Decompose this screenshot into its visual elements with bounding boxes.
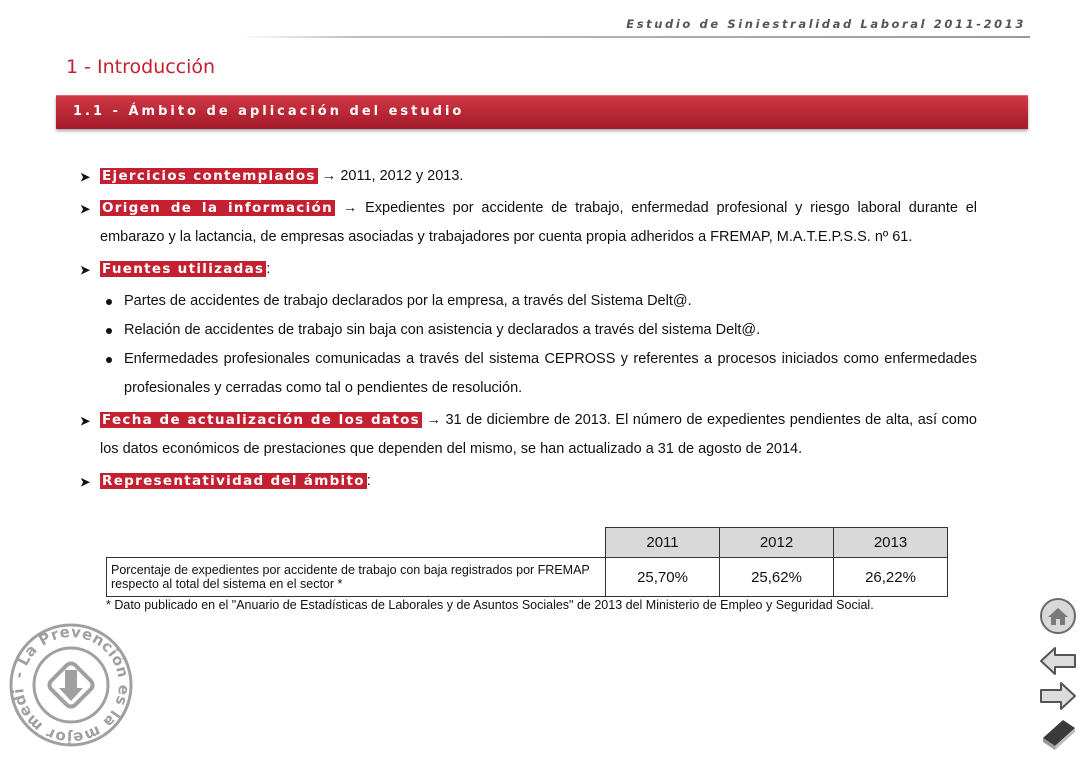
content-body	[80, 162, 977, 499]
source-item	[80, 345, 977, 403]
bullet-dot-icon	[106, 299, 112, 305]
svg-text:- La Prevención es la mejor me: - La Prevención es la mejor medi	[9, 622, 134, 748]
forward-arrow-icon	[1038, 676, 1078, 716]
index-button[interactable]	[1038, 712, 1078, 752]
table-row	[107, 558, 948, 597]
list-item	[80, 162, 977, 191]
list-item	[80, 255, 977, 284]
table-cell: 25,62%	[720, 558, 834, 597]
table-cell: 25,70%	[606, 558, 720, 597]
arrow-bullet-icon: ➤	[80, 475, 91, 489]
bullet-dot-icon	[106, 357, 112, 363]
home-icon	[1038, 596, 1078, 636]
item-text: :	[266, 261, 271, 277]
item-text: → 31 de diciembre de 2013. El número de expedientes pendientes de alta, así como los datos económicos de prestaciones que dependen del mismo, se han actualizado a 31 de agosto de 2014.	[100, 412, 977, 457]
list-item	[80, 406, 977, 464]
forward-button[interactable]	[1038, 676, 1078, 716]
item-text: :	[366, 473, 371, 489]
back-arrow-icon	[1038, 641, 1078, 681]
item-key: Representatividad del ámbito	[102, 473, 365, 489]
source-text: Partes de accidentes de trabajo declarados por la empresa, a través del Sistema Delt@.	[124, 293, 692, 309]
prevention-stamp-logo	[8, 622, 134, 753]
table-cell: 26,22%	[834, 558, 948, 597]
list-item	[80, 467, 977, 496]
year-header: 2011	[606, 528, 720, 558]
arrow-bullet-icon: ➤	[80, 202, 91, 216]
list-item	[80, 194, 977, 252]
table-header-row	[107, 528, 948, 558]
item-key: Ejercicios contemplados	[102, 168, 316, 184]
document-header-title: Estudio de Siniestralidad Laboral 2011-2013	[626, 17, 1026, 31]
book-icon	[1038, 712, 1078, 752]
header-divider	[240, 36, 1030, 38]
section-title: 1.1 - Ámbito de aplicación del estudio	[73, 104, 465, 119]
home-button[interactable]	[1038, 596, 1078, 636]
arrow-bullet-icon: ➤	[80, 170, 91, 184]
section-header-bar	[56, 95, 1028, 129]
row-label: Porcentaje de expedientes por accidente de trabajo con baja registrados por FREMAP respecto al total del sistema en el sector *	[107, 558, 606, 597]
arrow-bullet-icon: ➤	[80, 414, 91, 428]
source-text: Relación de accidentes de trabajo sin baja con asistencia y declarados a través del sistema Delt@.	[124, 322, 761, 338]
year-header: 2013	[834, 528, 948, 558]
source-item	[80, 287, 977, 316]
item-text: → Expedientes por accidente de trabajo, enfermedad profesional y riesgo laboral durante el embarazo y la lactancia, de empresas asociadas y trabajadores por cuenta propia adheridos a FREMAP, M.A.T.E.P.S.S. nº 61.	[100, 200, 977, 245]
item-key: Fecha de actualización de los datos	[102, 412, 420, 428]
year-header: 2012	[720, 528, 834, 558]
item-key: Origen de la información	[102, 200, 334, 216]
item-key: Fuentes utilizadas	[102, 261, 265, 277]
footnote: * Dato publicado en el "Anuario de Estadísticas de Laborales y de Asuntos Sociales" de 2013 del Ministerio de Empleo y Seguridad Social.	[106, 598, 874, 612]
page-title: 1 - Introducción	[66, 56, 216, 78]
table-corner	[107, 528, 606, 558]
representativity-table	[106, 527, 948, 597]
back-button[interactable]	[1038, 641, 1078, 681]
arrow-bullet-icon: ➤	[80, 263, 91, 277]
source-item	[80, 316, 977, 345]
bullet-dot-icon	[106, 328, 112, 334]
item-text: → 2011, 2012 y 2013.	[317, 168, 464, 184]
source-text: Enfermedades profesionales comunicadas a través del sistema CEPROSS y referentes a procesos iniciados como enfermedades profesionales y cerradas como tal o pendientes de resolución.	[124, 351, 977, 396]
